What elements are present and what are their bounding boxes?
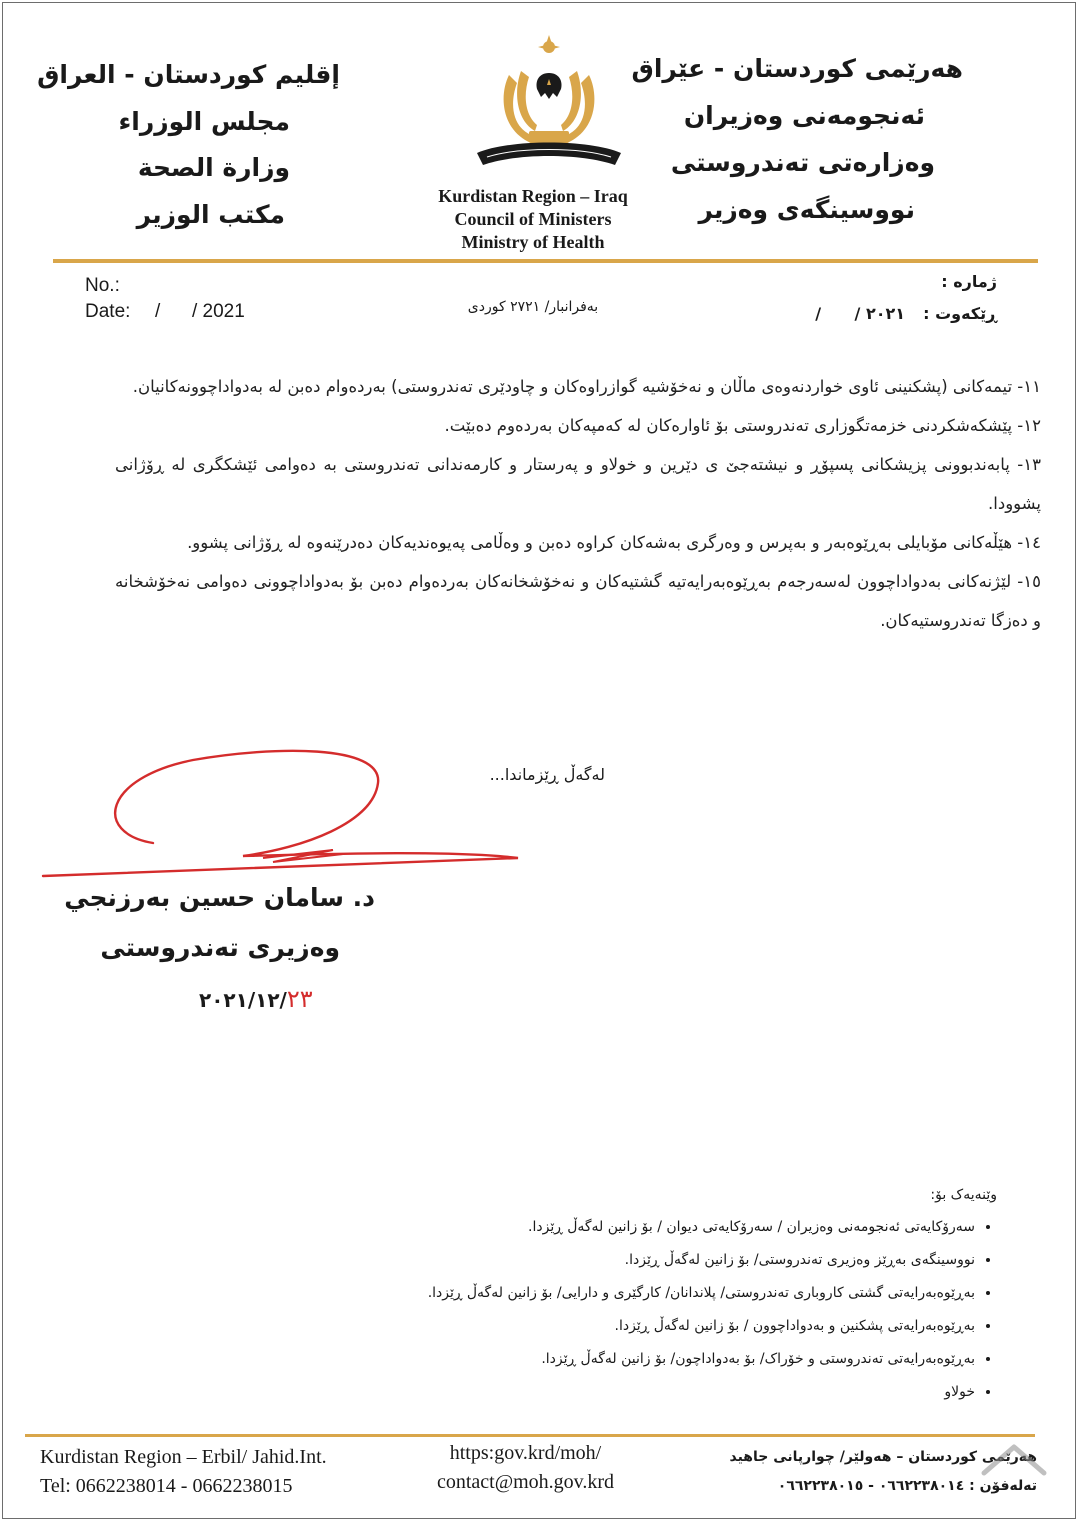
footer-address: Kurdistan Region – Erbil/ Jahid.Int.: [40, 1446, 327, 1468]
letter-item: ١٢- پێشکەشکردنی خزمەتگوزاری تەندروستی بۆ ئاوارەکان لە کەمپەکان بەردەوم دەبێت.: [444, 416, 1041, 435]
signatory-name: د. سامان حسين بەرزنجي: [64, 883, 375, 912]
letter-item: ١٤- هێڵەکانی مۆبایلی بەڕێوەبەر و بەپرس و وەرگری بەشەکان کراوە دەبن و وەڵامی پەیوەندیەکان دەدرێنەوە لە ڕۆژانی پشوو.: [187, 533, 1041, 552]
kurdish-region-line: هەرێمی کوردستان - عێراق: [631, 54, 963, 83]
letter-body: [115, 367, 1041, 640]
arabic-ministry-line: وزارة الصحة: [137, 153, 290, 182]
document-page: [2, 2, 1076, 1519]
footer-phone: Tel: 0662238014 - 0662238015: [40, 1475, 293, 1497]
header-divider: [53, 259, 1038, 263]
kurdish-calendar-date: بەفرانبار/ ٢٧٢١ کوردی: [467, 299, 599, 315]
footer-english-contact: [40, 1443, 327, 1501]
kurdish-date-value: ٢٠٢١ / /: [815, 304, 905, 323]
letter-item: ١٥- لێژنەکانی بەدواداچوون لەسەرجەم بەڕێوەبەرایەتیە گشتیەکان و نەخۆشخانەکان بەردەوام دەبن بۆ بەدواداچوونی دەوامی نەخۆشخانە و دەزگا تەندروستیەکان.: [115, 572, 1041, 630]
number-label: No.:: [85, 275, 120, 296]
english-ministry-line: Ministry of Health: [461, 232, 605, 252]
letter-item: ١١- تیمەکانی (پشکنینی ئاوی خواردنەوەی ماڵان و نەخۆشیە گوازراوەکان و چاودێری تەندروستی) بەردەوام دەبن لە بەدواداچوونەکانیان.: [132, 377, 1041, 396]
handwritten-signature: [33, 738, 533, 888]
signature-date-printed: ٢٠٢١/١٢/: [199, 988, 287, 1012]
cc-item: • بەڕێوەبەرایەتی گشتی کاروباری تەندروستی/ پلاندانان/ کارگێری و دارایی/ بۆ زانین لەگەڵ ڕێزدا.: [317, 1277, 975, 1310]
footer-kurdish-address: هەرێمی کوردستان – هەولێر/ چوارپانی جاهید: [729, 1449, 1037, 1465]
signatory-title: وەزیری تەندروستی: [100, 933, 340, 962]
kurdish-date-label: ڕێکەوت :: [923, 304, 997, 323]
footer-website-link[interactable]: https:gov.krd/moh/: [449, 1442, 602, 1464]
cc-item: • سەرۆکایەتی ئەنجومەنی وەزیران / سەرۆکایەتی دیوان / بۆ زانین لەگەڵ ڕێزدا.: [317, 1211, 975, 1244]
arabic-office-line: مكتب الوزير: [136, 200, 285, 229]
english-council-line: Council of Ministers: [454, 209, 612, 229]
cc-item: • بەڕێوەبەرایەتی تەندروستی و خۆراک/ بۆ بەدواداچون/ بۆ زانین لەگەڵ ڕێزدا.: [317, 1343, 975, 1376]
english-header: [393, 185, 673, 254]
cc-item: • بەڕێوەبەرایەتی پشکنین و بەدواداچوون / بۆ زانین لەگەڵ ڕێزدا.: [317, 1310, 975, 1343]
kurdish-office-line: نووسینگەی وەزیر: [698, 195, 915, 224]
footer-divider: [25, 1434, 1035, 1437]
footer-email-link[interactable]: contact@moh.gov.krd: [436, 1471, 615, 1493]
footer-web-contact: [403, 1439, 648, 1497]
krg-emblem-icon: [469, 35, 629, 177]
cc-heading: وێنەیەک بۆ:: [930, 1187, 997, 1203]
date-label: Date:: [85, 301, 131, 322]
cc-item: • خولاو: [317, 1376, 975, 1409]
english-region-line: Kurdistan Region – Iraq: [438, 186, 628, 206]
signature-date: [199, 985, 313, 1013]
letter-item: ١٣- پابەندبوونی پزیشکانی پسپۆڕ و نیشتەجێ ی دێرین و خولاو و پەرستار و کارمەندانی تەندروستی بە دەوامی ئێشکگری لە ڕۆژانی پشوودا.: [115, 455, 1041, 513]
closing-greeting: لەگەڵ ڕێزماندا...: [489, 765, 605, 784]
kurdish-ministry-line: وەزارەتی تەندروستی: [670, 148, 935, 177]
date-value: / / 2021: [155, 301, 245, 322]
footer-kurdish-phone: تەلەفۆن : ٠٦٦٢٢٣٨٠١٤ - ٠٦٦٢٢٣٨٠١٥: [777, 1478, 1037, 1494]
arabic-region-line: إقليم كوردستان - العراق: [37, 60, 340, 89]
cc-list: [317, 1187, 997, 1409]
arabic-council-line: مجلس الوزراء: [118, 107, 290, 136]
chevron-up-icon: [978, 1439, 1050, 1479]
signature-date-handwritten: ٢٣: [286, 985, 313, 1013]
cc-item: • نووسینگەی بەڕێز وەزیری تەندروستی/ بۆ زانین لەگەڵ ڕێزدا.: [317, 1244, 975, 1277]
kurdish-number-label: ژمارە :: [941, 272, 997, 291]
kurdish-council-line: ئەنجومەنی وەزیران: [683, 101, 925, 130]
